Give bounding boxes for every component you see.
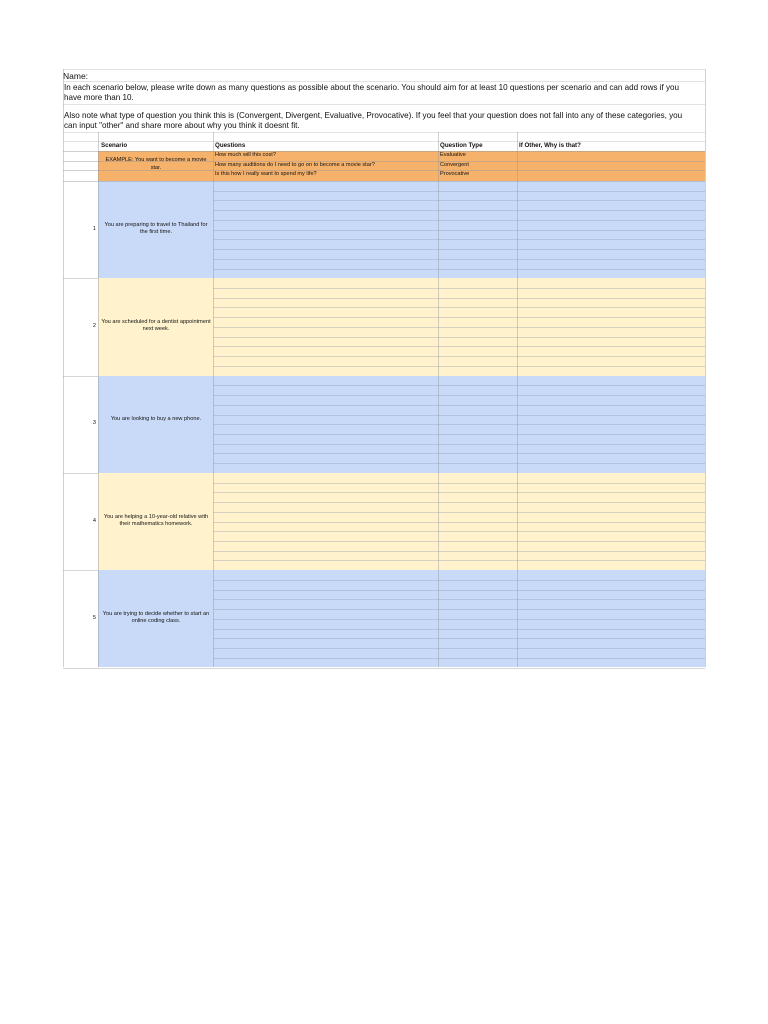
- answer-row-line: [213, 307, 705, 308]
- column-header-scenario: Scenario: [101, 142, 128, 149]
- answer-row-line: [213, 259, 705, 260]
- answer-row-line: [213, 638, 705, 639]
- answer-row-line: [213, 288, 705, 289]
- instructions-paragraph-1: [64, 83, 694, 103]
- example-row-line: [63, 151, 705, 152]
- scenario-text: You are trying to decide whether to start an online coding class.: [102, 610, 210, 625]
- answer-row-line: [213, 317, 705, 318]
- answer-row-line: [213, 609, 705, 610]
- column-line: [213, 132, 214, 667]
- example-type-1: Evaluative: [440, 152, 466, 158]
- instructions-paragraph-2: [64, 111, 694, 131]
- example-question-2: How many auditions do I need to go on to become a movie star?: [215, 162, 375, 168]
- answer-row-line: [213, 658, 705, 659]
- example-question-1: How much will this cost?: [215, 152, 276, 158]
- instruction-line: can input "other" and share more about why you think it doesnt fit.: [64, 121, 300, 130]
- instruction-line: In each scenario below, please write down as many questions as possible about the scenario. You should aim for at least 10 questions per scenario and can add rows if you: [64, 83, 680, 92]
- answer-row-line: [213, 551, 705, 552]
- column-line: [63, 69, 64, 667]
- column-header-question-type: Question Type: [440, 142, 483, 149]
- answer-row-line: [213, 453, 705, 454]
- scenario-number: 5: [92, 614, 96, 621]
- answer-row-line: [213, 405, 705, 406]
- answer-row-line: [213, 415, 705, 416]
- example-row-line: [63, 161, 705, 162]
- column-header-other: If Other, Why is that?: [519, 142, 581, 149]
- example-row-line: [63, 170, 705, 171]
- answer-row-line: [213, 560, 705, 561]
- answer-row-line: [213, 619, 705, 620]
- scenario-separator: [63, 668, 705, 669]
- answer-row-line: [213, 298, 705, 299]
- example-type-2: Convergent: [440, 162, 469, 168]
- answer-row-line: [213, 522, 705, 523]
- answer-row-line: [213, 366, 705, 367]
- instruction-line: have more than 10.: [64, 93, 134, 102]
- answer-row-line: [213, 444, 705, 445]
- answer-row-line: [213, 327, 705, 328]
- answer-row-line: [213, 269, 705, 270]
- column-line: [517, 132, 518, 667]
- answer-row-line: [213, 249, 705, 250]
- answer-row-line: [213, 531, 705, 532]
- answer-row-line: [213, 385, 705, 386]
- example-type-3: Provocative: [440, 171, 470, 177]
- answer-row-line: [213, 512, 705, 513]
- answer-row-line: [213, 434, 705, 435]
- scenario-number: 4: [92, 517, 96, 524]
- answer-row-line: [213, 580, 705, 581]
- scenario-number: 3: [92, 420, 96, 427]
- answer-row-line: [213, 346, 705, 347]
- answer-row-line: [213, 629, 705, 630]
- example-scenario: EXAMPLE: You want to become a movie star.: [105, 157, 207, 171]
- answer-row-line: [213, 590, 705, 591]
- answer-row-line: [213, 599, 705, 600]
- answer-row-line: [213, 220, 705, 221]
- scenario-number: 1: [92, 225, 96, 232]
- scenario-text: You are preparing to travel to Thailand for the first time.: [104, 221, 208, 236]
- name-label: Name:: [63, 71, 89, 81]
- answer-row-line: [213, 492, 705, 493]
- example-row-line: [63, 181, 705, 182]
- answer-row-line: [213, 424, 705, 425]
- scenario-number: 2: [92, 322, 96, 329]
- answer-row-line: [213, 239, 705, 240]
- answer-row-line: [213, 356, 705, 357]
- answer-row-line: [213, 230, 705, 231]
- answer-row-line: [213, 395, 705, 396]
- answer-row-line: [213, 463, 705, 464]
- answer-row-line: [213, 648, 705, 649]
- answer-row-line: [213, 200, 705, 201]
- column-line: [98, 132, 99, 667]
- instruction-line: Also note what type of question you think this is (Convergent, Divergent, Evaluative, Provocative). If you feel that your question does not fall into any of these categories, you: [64, 111, 683, 120]
- answer-row-line: [213, 210, 705, 211]
- scenario-text: You are looking to buy a new phone.: [110, 416, 202, 423]
- answer-row-line: [213, 502, 705, 503]
- scenario-text: You are scheduled for a dentist appointment next week.: [101, 318, 211, 333]
- answer-row-line: [213, 541, 705, 542]
- column-line: [438, 132, 439, 667]
- answer-row-line: [213, 483, 705, 484]
- column-header-questions: Questions: [215, 142, 246, 149]
- answer-row-line: [213, 337, 705, 338]
- column-line: [705, 69, 706, 667]
- answer-row-line: [213, 191, 705, 192]
- scenario-text: You are helping a 10-year-old relative with their mathematics homework.: [103, 513, 209, 528]
- example-question-3: Is this how I really want to spend my life?: [215, 171, 317, 177]
